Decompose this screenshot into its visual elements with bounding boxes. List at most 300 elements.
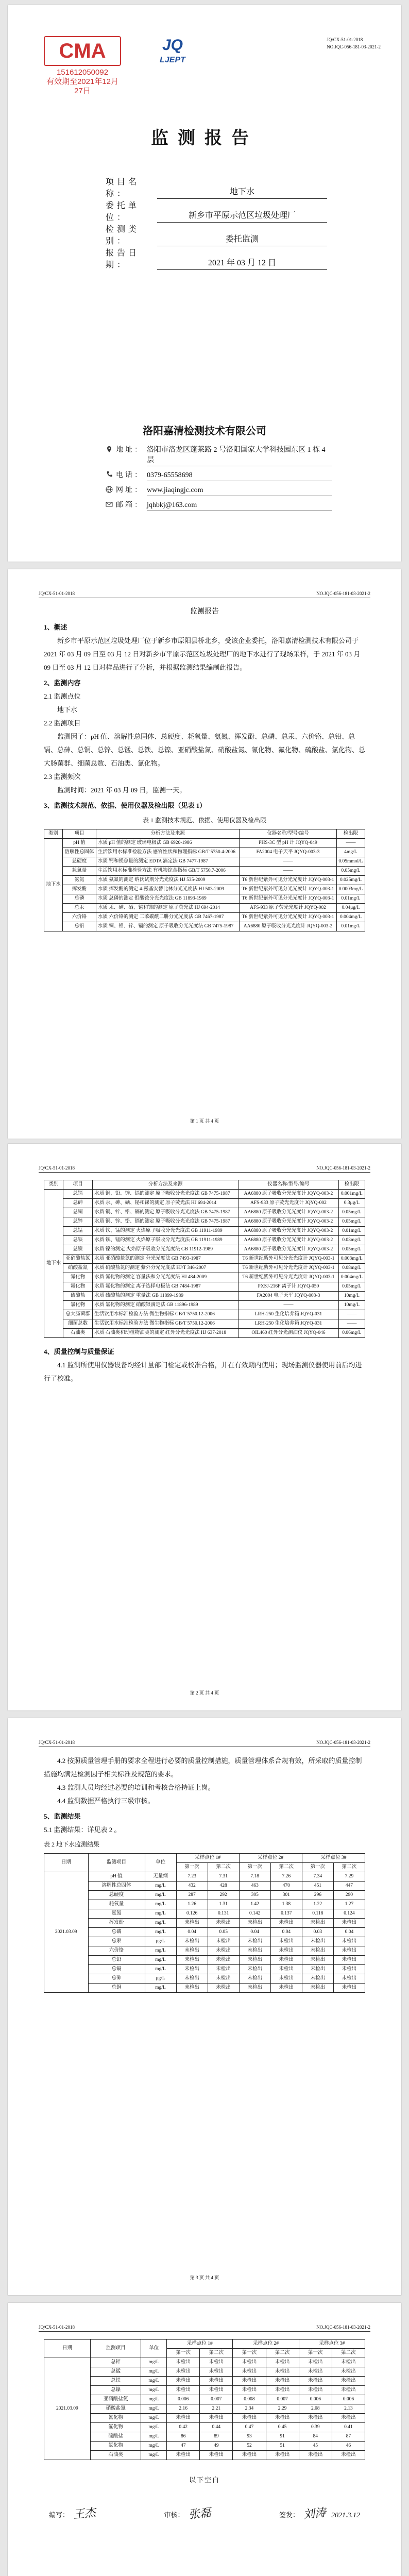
value-cell: 未检出: [302, 1965, 333, 1974]
value-cell: 45: [299, 2442, 332, 2451]
unit-cell: mg/L: [145, 1946, 176, 1956]
value-cell: 未检出: [167, 2414, 200, 2423]
date-cell: 2021.03.09: [44, 1872, 89, 1993]
value-cell: 未检出: [233, 2367, 266, 2377]
table-row: [44, 1956, 365, 1965]
unit-cell: mg/L: [141, 2442, 167, 2451]
value-cell: 2.13: [332, 2404, 365, 2414]
method-cell: 水质 铜、铅、锌、镉的测定 原子吸收分光光度法 GB 7475-1987: [96, 922, 240, 931]
item-cell: pH 值: [88, 1872, 145, 1882]
value-cell: 未检出: [332, 2358, 365, 2367]
subsection-heading: 2.1 监测点位: [44, 692, 81, 700]
value-cell: 未检出: [208, 1984, 239, 1993]
value-cell: 未检出: [270, 1984, 302, 1993]
col-header: 类别: [44, 829, 63, 839]
col-header: 监测项目: [90, 2340, 141, 2358]
item-cell: 总锌: [63, 1217, 93, 1227]
report-number-2: NO.JQC-056-181-03-2021-2: [327, 44, 381, 49]
value-cell: 7.34: [302, 1872, 333, 1882]
table-row: [44, 1236, 365, 1245]
value-cell: 未检出: [302, 1984, 333, 1993]
field-label: 检测类别：: [106, 225, 140, 246]
field-label: 报告日期：: [106, 249, 140, 269]
value-cell: 未检出: [302, 1974, 333, 1984]
value-cell: 未检出: [266, 2377, 299, 2386]
item-cell: 总镉: [63, 1190, 93, 1199]
limit-cell: 0.05mg/L: [338, 1245, 365, 1255]
signature-label: 审核：: [164, 2511, 184, 2519]
value-cell: 7.26: [270, 1872, 302, 1882]
table-caption: 表 2 地下水监测结果: [44, 1841, 100, 1848]
item-cell: 亚硝酸盐氮: [63, 1255, 93, 1264]
item-cell: 石油类: [63, 1329, 93, 1338]
item-cell: 总汞: [63, 904, 96, 913]
unit-cell: mg/L: [141, 2423, 167, 2432]
table-row: [44, 904, 365, 913]
section-heading: 4、质量控制与质量保证: [44, 1348, 114, 1355]
value-cell: 463: [239, 1882, 270, 1891]
subsection-heading: 5.1 监测结果：详见表 2 。: [44, 1826, 121, 1834]
value-cell: 未检出: [266, 2451, 299, 2460]
contact-label: 地址：: [106, 445, 147, 466]
page-header: [39, 2325, 370, 2332]
instrument-cell: ——: [240, 857, 337, 867]
limit-cell: ——: [336, 839, 365, 848]
value-cell: 0.44: [200, 2423, 233, 2432]
value-cell: 未检出: [299, 2451, 332, 2460]
method-cell: 水质 氨氮的测定 纳氏试剂分光光度法 HJ 535-2009: [96, 876, 240, 885]
unit-cell: mg/L: [141, 2432, 167, 2442]
col-header: 采样点位 3#: [302, 1854, 365, 1863]
value-cell: 未检出: [200, 2386, 233, 2395]
limit-cell: 10mg/L: [338, 1292, 365, 1301]
limit-cell: 0.05mg/L: [338, 1282, 365, 1292]
value-cell: 未检出: [176, 1984, 208, 1993]
method-cell: 水质 铜、铅、锌、镉的测定 原子吸收分光光度法 GB 7475-1987: [93, 1190, 238, 1199]
contact-value: www.jiaqingjc.com: [147, 485, 332, 496]
page-number: 第 1 页 共 4 页: [190, 1118, 219, 1124]
contact-label: 网址：: [106, 485, 147, 496]
limit-cell: 0.003mg/L: [338, 1255, 365, 1264]
col-header: 单位: [145, 1854, 176, 1872]
value-cell: 2.34: [233, 2404, 266, 2414]
value-cell: 未检出: [302, 1937, 333, 1946]
page-header: [39, 1165, 370, 1173]
value-cell: 0.42: [167, 2423, 200, 2432]
sign-date: 2021.3.12: [331, 2512, 360, 2519]
section-heading: 2、监测内容: [44, 679, 81, 687]
section-text: 地下水: [57, 706, 78, 714]
company-logo-sub: LJEPT: [160, 56, 185, 64]
handwritten-signature: 刘涛: [302, 2506, 327, 2522]
instrument-cell: AA6880 原子吸收分光光度计 JQYQ-003-2: [238, 1190, 339, 1199]
value-cell: 428: [208, 1882, 239, 1891]
contact-row: [106, 468, 332, 483]
report-number: [327, 36, 381, 50]
results-table: [44, 1853, 365, 1993]
unit-cell: μg/L: [145, 1974, 176, 1984]
table-row: [44, 1217, 365, 1227]
item-cell: 溶解性总固体: [88, 1882, 145, 1891]
cover-title: 监测报告: [151, 128, 258, 148]
header-left: JQ/CX-51-01-2018: [39, 1165, 75, 1171]
instrument-cell: T6 新世纪紫外可见分光光度计 JQYQ-003-1: [240, 894, 337, 904]
value-cell: 2.08: [299, 2404, 332, 2414]
item-cell: 总硬度: [63, 857, 96, 867]
value-cell: 0.04: [333, 1928, 365, 1937]
value-cell: 未检出: [270, 1974, 302, 1984]
table-row: [44, 894, 365, 904]
item-cell: 总磷: [88, 1928, 145, 1937]
instrument-cell: AA6880 原子吸收分光光度计 JQYQ-003-2: [238, 1236, 339, 1245]
value-cell: 84: [299, 2432, 332, 2442]
col-header: 检出限: [336, 829, 365, 839]
value-cell: 未检出: [333, 1965, 365, 1974]
table-row: [44, 867, 365, 876]
contact-label: 电话：: [106, 470, 147, 481]
table-row: [44, 1882, 365, 1891]
method-cell: 水质 铁、锰的测定 火焰原子吸收分光光度法 GB 11911-1989: [93, 1227, 238, 1236]
value-cell: 未检出: [239, 1919, 270, 1928]
method-cell: 水质 氟化物的测定 离子选择电极法 GB 7484-1987: [93, 1282, 238, 1292]
table-row: [44, 1227, 365, 1236]
cover-field: [106, 246, 327, 270]
value-cell: 0.45: [266, 2423, 299, 2432]
instrument-cell: ——: [240, 867, 337, 876]
value-cell: 未检出: [299, 2386, 332, 2395]
value-cell: 0.124: [333, 1909, 365, 1919]
instrument-cell: T6 新世纪紫外可见分光光度计 JQYQ-003-1: [240, 876, 337, 885]
header-right: NO.JQC-056-181-03-2021-2: [316, 2325, 370, 2330]
instrument-cell: T6 新世纪紫外可见分光光度计 JQYQ-003-1: [240, 913, 337, 922]
value-cell: 未检出: [332, 2386, 365, 2395]
item-cell: 细菌总数: [63, 1319, 93, 1329]
value-cell: 未检出: [200, 2367, 233, 2377]
handwritten-signature: 张磊: [188, 2506, 212, 2522]
limit-cell: 0.05mg/L: [336, 867, 365, 876]
cover-fields: [106, 175, 327, 270]
limit-cell: 0.025mg/L: [336, 876, 365, 885]
limit-cell: 0.001mg/L: [338, 1190, 365, 1199]
limit-cell: 0.004mg/L: [336, 913, 365, 922]
item-cell: pH 值: [63, 839, 96, 848]
value-cell: 未检出: [200, 2451, 233, 2460]
value-cell: 未检出: [176, 1946, 208, 1956]
value-cell: 0.41: [332, 2423, 365, 2432]
contact-value: 0379-65558698: [147, 470, 332, 481]
table-row: [44, 2451, 365, 2460]
sub-header: 第二次: [200, 2349, 233, 2358]
value-cell: 0.007: [200, 2395, 233, 2404]
method-cell: 水质 氰化物的测定 容量法和分光光度法 HJ 484-2009: [93, 1273, 238, 1282]
page-content: [44, 2339, 365, 2522]
item-cell: 总铁: [63, 1236, 93, 1245]
header-right: NO.JQC-056-181-03-2021-2: [316, 1740, 370, 1745]
limit-cell: 0.03mg/L: [338, 1236, 365, 1245]
item-cell: 六价铬: [63, 913, 96, 922]
page-header: [39, 591, 370, 598]
sub-header: 第二次: [332, 2349, 365, 2358]
value-cell: 未检出: [208, 1937, 239, 1946]
value-cell: 1.27: [333, 1900, 365, 1909]
sub-header: 第一次: [239, 1863, 270, 1872]
section-heading: 1、概述: [44, 623, 67, 631]
instrument-cell: T6 新世纪紫外可见分光光度计 JQYQ-003-1: [238, 1264, 339, 1273]
col-header: 采样点位 1#: [167, 2340, 233, 2349]
value-cell: 未检出: [176, 1956, 208, 1965]
signature-block: [279, 2507, 360, 2522]
contact-value: 洛阳市洛龙区蓬莱路 2 号洛阳国家大学科技园东区 1 栋 4 层: [147, 445, 332, 466]
cma-logo-text: CMA: [59, 40, 106, 62]
value-cell: 51: [266, 2442, 299, 2451]
table-row: [44, 1301, 365, 1310]
limit-cell: 0.3μg/L: [338, 1199, 365, 1208]
value-cell: 未检出: [333, 1956, 365, 1965]
cert-number: 151612050092: [56, 68, 109, 77]
location-icon: [106, 446, 113, 453]
value-cell: 93: [233, 2432, 266, 2442]
instrument-cell: T6 新世纪紫外可见分光光度计 JQYQ-003-1: [238, 1273, 339, 1282]
value-cell: 1.42: [239, 1900, 270, 1909]
table-row: [44, 1199, 365, 1208]
company-logo: [139, 35, 206, 76]
unit-cell: mg/L: [145, 1956, 176, 1965]
value-cell: 未检出: [333, 1946, 365, 1956]
item-cell: 氯化物: [90, 2442, 141, 2451]
value-cell: 未检出: [167, 2377, 200, 2386]
col-header: 分析方法及来源: [96, 829, 240, 839]
method-cell: 水质 铜、锌、铅、镉的测定 原子吸收分光光度法 GB 7475-1987: [93, 1217, 238, 1227]
instrument-cell: T6 新世纪紫外可见分光光度计 JQYQ-003-1: [238, 1255, 339, 1264]
value-cell: 未检出: [176, 1974, 208, 1984]
value-cell: 未检出: [332, 2451, 365, 2460]
instrument-cell: PXSJ-216F 离子计 JQYQ-050: [238, 1282, 339, 1292]
item-cell: 亚硝酸盐氮: [90, 2395, 141, 2404]
value-cell: 未检出: [302, 1919, 333, 1928]
cover-page: [8, 5, 401, 562]
table-row: [44, 1872, 365, 1882]
value-cell: 未检出: [239, 1984, 270, 1993]
value-cell: 未检出: [167, 2451, 200, 2460]
value-cell: 未检出: [233, 2386, 266, 2395]
value-cell: 0.39: [299, 2423, 332, 2432]
instrument-cell: FA2004 电子天平 JQYQ-003-3: [238, 1292, 339, 1301]
value-cell: 0.04: [176, 1928, 208, 1937]
header-right: NO.JQC-056-181-03-2021-2: [316, 1165, 370, 1171]
method-cell: 水质 汞、砷、硒、铋和锑的测定 原子荧光法 HJ 694-2014: [93, 1199, 238, 1208]
value-cell: 1.22: [302, 1900, 333, 1909]
value-cell: 0.008: [233, 2395, 266, 2404]
item-cell: 总镉: [88, 1965, 145, 1974]
unit-cell: mg/L: [141, 2414, 167, 2423]
unit-cell: mg/L: [145, 1919, 176, 1928]
table-row: [44, 1909, 365, 1919]
value-cell: 0.006: [167, 2395, 200, 2404]
limit-cell: 0.08mg/L: [338, 1264, 365, 1273]
table-caption: 表 1 监测技术规范、依据、使用仪器及检出限: [142, 817, 266, 824]
contact-value: jqhbkj@163.com: [147, 500, 332, 511]
cert-validity: 有效期至2021年12月27日: [46, 77, 119, 95]
value-cell: 未检出: [270, 1937, 302, 1946]
unit-cell: mg/L: [145, 1984, 176, 1993]
item-cell: 氟化物: [90, 2423, 141, 2432]
value-cell: 未检出: [266, 2367, 299, 2377]
table-row: [44, 1946, 365, 1956]
col-header: 日期: [44, 2340, 91, 2358]
subsection-heading: 2.3 监测频次: [44, 773, 81, 781]
value-cell: 0.006: [332, 2395, 365, 2404]
method-cell: 水质 硝酸盐氮的测定 紫外分光光度法 HJ/T 346-2007: [93, 1264, 238, 1273]
value-cell: 未检出: [176, 1965, 208, 1974]
item-cell: 氰化物: [63, 1273, 93, 1282]
unit-cell: mg/L: [141, 2386, 167, 2395]
table-row: [44, 1319, 365, 1329]
instrument-cell: LRH-250 生化培养箱 JQYQ-031: [238, 1310, 339, 1319]
method-table-body: [44, 1190, 365, 1338]
table-row: [44, 1264, 365, 1273]
value-cell: 未检出: [299, 2377, 332, 2386]
value-cell: 未检出: [233, 2358, 266, 2367]
value-cell: 未检出: [239, 1965, 270, 1974]
value-cell: 0.006: [299, 2395, 332, 2404]
table-row: [44, 1937, 365, 1946]
value-cell: 未检出: [299, 2414, 332, 2423]
instrument-cell: AFS-933 原子荧光光度计 JQYQ-002: [240, 904, 337, 913]
limit-cell: 0.004mg/L: [338, 1273, 365, 1282]
method-cell: 生活饮用水标准检验方法 感官性状和物理指标 GB/T 5750.4-2006: [96, 848, 240, 857]
value-cell: 未检出: [332, 2414, 365, 2423]
method-cell: 水质 挥发酚的测定 4-氨基安替比林分光光度法 HJ 503-2009: [96, 885, 240, 894]
section-text: 4.4 监测数据严格执行三级审核。: [57, 1797, 155, 1805]
header-left: JQ/CX-51-01-2018: [39, 591, 75, 596]
value-cell: 未检出: [333, 1937, 365, 1946]
method-cell: 水质 总磷的测定 钼酸铵分光光度法 GB 11893-1989: [96, 894, 240, 904]
value-cell: 未检出: [333, 1974, 365, 1984]
value-cell: 0.007: [266, 2395, 299, 2404]
value-cell: 0.04: [239, 1928, 270, 1937]
value-cell: 470: [270, 1882, 302, 1891]
limit-cell: 0.06mg/L: [338, 1329, 365, 1338]
table-row: [44, 1292, 365, 1301]
table-row: [44, 1900, 365, 1909]
section-text: 4.1 监测所使用仪器设备均经计量部门检定或校准合格，并在有效期内使用；现场监测仪器使用前后均进行了校准。: [44, 1361, 362, 1382]
table-row: [44, 876, 365, 885]
subsection-heading: 2.2 监测项目: [44, 719, 81, 727]
unit-cell: mg/L: [145, 1909, 176, 1919]
item-cell: 氟化物: [63, 1282, 93, 1292]
company-logo-mark: JQ: [162, 37, 183, 54]
value-cell: 2.16: [167, 2404, 200, 2414]
header-right: NO.JQC-056-181-03-2021-2: [316, 591, 370, 596]
limit-cell: 0.05mg/L: [338, 1208, 365, 1217]
value-cell: 未检出: [266, 2386, 299, 2395]
col-header: 检出限: [338, 1180, 365, 1190]
value-cell: 未检出: [266, 2414, 299, 2423]
table-row: [44, 2432, 365, 2442]
value-cell: 47: [167, 2442, 200, 2451]
value-cell: 0.47: [233, 2423, 266, 2432]
value-cell: 2.21: [200, 2404, 233, 2414]
item-cell: 总镍: [63, 1245, 93, 1255]
contact-row: [106, 483, 332, 498]
sub-header: 第一次: [302, 1863, 333, 1872]
value-cell: 未检出: [239, 1974, 270, 1984]
table-row: [44, 1245, 365, 1255]
table-header-row: [44, 2340, 365, 2349]
value-cell: 未检出: [332, 2377, 365, 2386]
col-header: 类别: [44, 1180, 63, 1190]
unit-cell: mg/L: [141, 2404, 167, 2414]
instrument-cell: AA6880 原子吸收分光光度计 JQYQ-003-2: [238, 1245, 339, 1255]
instrument-cell: AA6880 原子吸收分光光度计 JQYQ-003-2: [238, 1227, 339, 1236]
table-row: [44, 2414, 365, 2423]
value-cell: 未检出: [233, 2451, 266, 2460]
method-cell: 水质 六价铬的测定 二苯碳酰二肼分光光度法 GB 7467-1987: [96, 913, 240, 922]
table-row: [44, 2377, 365, 2386]
field-value: 委托监测: [157, 232, 327, 246]
col-header: 采样点位 1#: [176, 1854, 239, 1863]
method-cell: 水质 钙和镁总量的测定 EDTA 滴定法 GB 7477-1987: [96, 857, 240, 867]
value-cell: 未检出: [239, 1937, 270, 1946]
method-table: [44, 1180, 365, 1338]
limit-cell: 0.01mg/L: [336, 922, 365, 931]
page-content: [44, 1754, 365, 1993]
item-cell: 总铜: [63, 1208, 93, 1217]
col-header: 采样点位 2#: [233, 2340, 299, 2349]
limit-cell: ——: [338, 1310, 365, 1319]
value-cell: 1.26: [176, 1900, 208, 1909]
end-note: 以下空白: [189, 2476, 220, 2484]
value-cell: 未检出: [167, 2386, 200, 2395]
value-cell: 未检出: [333, 1984, 365, 1993]
instrument-cell: LRH-250 生化培养箱 JQYQ-031: [238, 1319, 339, 1329]
value-cell: 49: [200, 2442, 233, 2451]
col-header: 单位: [141, 2340, 167, 2358]
category-cell: 地下水: [44, 839, 63, 931]
item-cell: 耗氧量: [63, 867, 96, 876]
item-cell: 总砷: [88, 1974, 145, 1984]
item-cell: 总镍: [90, 2386, 141, 2395]
phone-icon: [106, 471, 113, 478]
contact-label: 邮箱：: [106, 500, 147, 511]
instrument-cell: PHS-3C 型 pH 计 JQYQ-049: [240, 839, 337, 848]
item-cell: 硫酸盐: [63, 1292, 93, 1301]
page-header: [39, 1740, 370, 1747]
value-cell: 1.31: [208, 1900, 239, 1909]
unit-cell: mg/L: [141, 2451, 167, 2460]
sub-header: 第二次: [333, 1863, 365, 1872]
limit-cell: 10mg/L: [338, 1301, 365, 1310]
field-value: 新乡市平原示范区垃圾处理厂: [157, 209, 327, 223]
item-cell: 硝酸盐氮: [90, 2404, 141, 2414]
method-table-body: [44, 839, 365, 931]
value-cell: 未检出: [239, 1946, 270, 1956]
value-cell: 2.29: [266, 2404, 299, 2414]
table-row: [44, 885, 365, 894]
value-cell: 未检出: [208, 1946, 239, 1956]
section-heading: 5、监测结果: [44, 1812, 81, 1820]
item-cell: 总锰: [63, 1227, 93, 1236]
mail-icon: [106, 501, 113, 508]
report-page-2: [8, 1144, 401, 1710]
table-row: [44, 1273, 365, 1282]
header-left: JQ/CX-51-01-2018: [39, 2325, 75, 2330]
value-cell: 未检出: [266, 2358, 299, 2367]
contact-row: [106, 498, 332, 513]
value-cell: 0.04: [270, 1928, 302, 1937]
unit-cell: mg/L: [141, 2377, 167, 2386]
item-cell: 总铅: [88, 1956, 145, 1965]
